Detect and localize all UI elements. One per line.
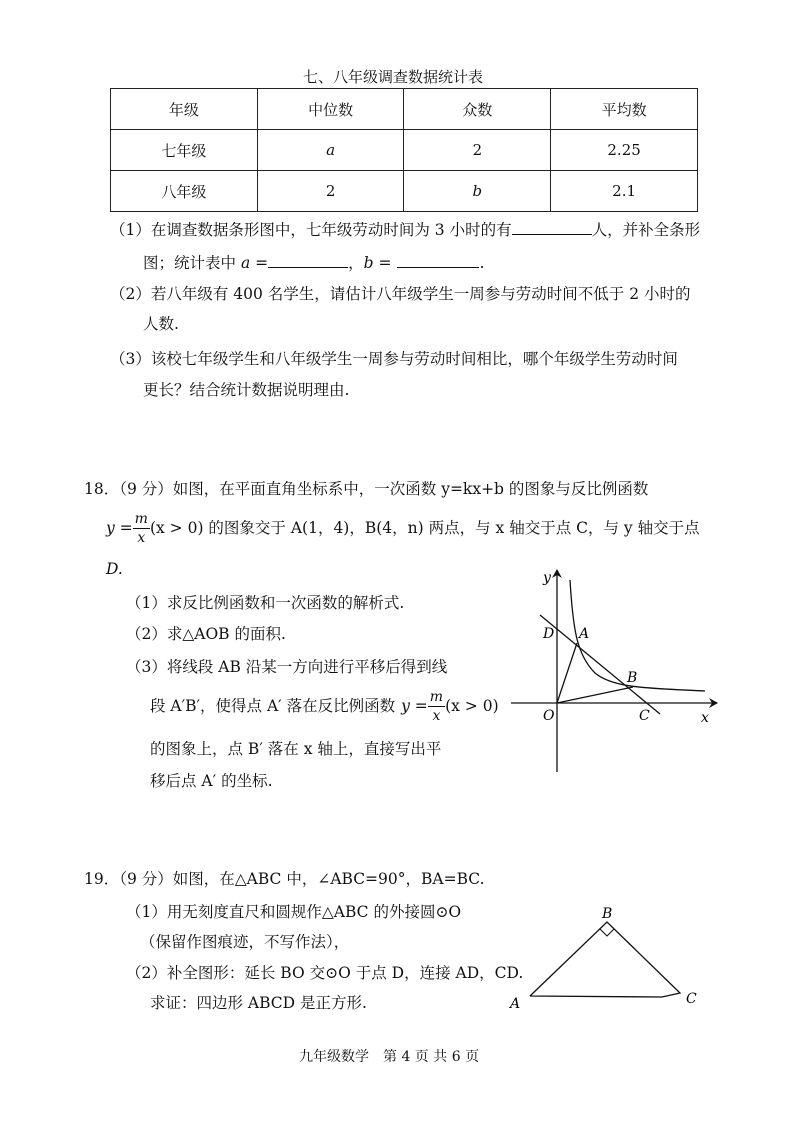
- q17-part1-line1: [110, 221, 700, 239]
- q17-part3-line2: 更长？结合统计数据说明理由.: [143, 381, 350, 399]
- q18-stem-line1: 18．（9 分）如图，在平面直角坐标系中，一次函数 y=kx+b 的图象与反比例函数: [84, 480, 649, 498]
- q17-part3-line1: （3）该校七年级学生和八年级学生一周参与劳动时间相比，哪个年级学生劳动时间: [110, 350, 678, 368]
- q18-part1: （1）求反比例函数和一次函数的解析式.: [126, 594, 405, 612]
- frac-den: x: [432, 708, 441, 724]
- q18-stem-line3: D.: [106, 560, 123, 578]
- stats-table: [110, 88, 698, 212]
- q17-part1-text-end: 人，并补全条形: [591, 221, 701, 239]
- var-a: a: [240, 254, 251, 272]
- page-footer: 九年级数学 第 4 页 共 6 页: [299, 1049, 480, 1065]
- frac-num: m: [429, 689, 444, 705]
- table-cell: 2: [404, 130, 551, 171]
- table-title: 七、八年级调查数据统计表: [303, 68, 484, 86]
- q18-stem-line2: [106, 512, 700, 545]
- table-header-cell: 年级: [111, 89, 258, 130]
- table-row: [111, 171, 698, 212]
- domain-condition: (x > 0): [445, 696, 499, 715]
- y-axis-label: y: [543, 570, 551, 586]
- q17-part1-line2: [143, 254, 484, 272]
- point-B-label: B: [602, 906, 613, 922]
- q19-stem: 19．（9 分）如图，在△ABC 中，∠ABC=90°，BA=BC.: [84, 870, 485, 888]
- point-D-label: D: [543, 626, 555, 642]
- point-A-label: A: [510, 996, 521, 1012]
- frac-num: m: [134, 511, 148, 527]
- q17-part2-line1: （2）若八年级有 400 名学生，请估计八年级学生一周参与劳动时间不低于 2 小时的: [110, 285, 691, 303]
- origin-label: O: [543, 708, 555, 724]
- q19-triangle-figure: [505, 900, 705, 1015]
- table-cell: 2: [257, 171, 404, 212]
- q18-coordinate-graph: [505, 560, 730, 780]
- fraction-m-over-x: [428, 690, 445, 723]
- q18-part3-line3: 的图象上，点 B′ 落在 x 轴上，直接写出平: [150, 740, 442, 758]
- equals: =: [250, 254, 269, 272]
- table-cell: b: [404, 171, 551, 212]
- segment-OB: [557, 687, 633, 703]
- table-header-cell: 平均数: [551, 89, 698, 130]
- point-A-label: A: [579, 626, 590, 642]
- q19-part1-line2: （保留作图痕迹，不写作法），: [140, 933, 350, 951]
- q18-part2: （2）求△AOB 的面积.: [126, 625, 286, 643]
- fraction-m-over-x: [133, 512, 150, 545]
- answer-blank-b[interactable]: [397, 254, 479, 268]
- table-cell: a: [257, 130, 404, 171]
- q17-part2-line2: 人数.: [143, 315, 179, 333]
- segment-OA: [557, 643, 577, 703]
- comma: ，: [348, 254, 364, 272]
- point-B-label: B: [627, 670, 638, 686]
- q18-part3-line1: （3）将线段 AB 沿某一方向进行平移后得到线: [126, 658, 448, 676]
- y-equals: y =: [401, 696, 428, 715]
- table-header-cell: 众数: [404, 89, 551, 130]
- frac-den: x: [137, 530, 146, 546]
- table-cell: 八年级: [111, 171, 258, 212]
- q18-part3-text: 段 A′B′，使得点 A′ 落在反比例函数: [150, 696, 396, 715]
- q19-part2-line1: （2）补全图形：延长 BO 交⊙O 于点 D，连接 AD，CD.: [126, 964, 524, 982]
- table-cell: 2.1: [551, 171, 698, 212]
- table-header-cell: 中位数: [257, 89, 404, 130]
- q17-part1-text: （1）在调查数据条形图中，七年级劳动时间为 3 小时的有: [110, 221, 512, 239]
- table-row: [111, 130, 698, 171]
- q17-part1-text: 图；统计表中: [143, 254, 241, 272]
- point-C-label: C: [639, 708, 650, 724]
- table-header-row: [111, 89, 698, 130]
- q18-part3-line4: 移后点 A′ 的坐标.: [150, 772, 273, 790]
- q19-part1-line1: （1）用无刻度直尺和圆规作△ABC 的外接圆⊙O: [126, 903, 462, 921]
- point-C-label: C: [686, 991, 697, 1007]
- equals: =: [373, 254, 392, 272]
- table-cell: 七年级: [111, 130, 258, 171]
- answer-blank-a[interactable]: [268, 254, 348, 268]
- q19-part2-line2: 求证：四边形 ABCD 是正方形.: [150, 994, 367, 1012]
- period: .: [479, 254, 485, 272]
- q18-stem-text: (x > 0) 的图象交于 A(1，4)，B(4，n) 两点，与 x 轴交于点 C，与 y 轴交于点: [149, 518, 700, 537]
- var-b: b: [363, 254, 374, 272]
- x-axis-label: x: [701, 710, 709, 726]
- table-cell: 2.25: [551, 130, 698, 171]
- y-equals: y =: [106, 518, 133, 537]
- answer-blank[interactable]: [512, 221, 592, 235]
- q18-part3-line2: [150, 690, 499, 723]
- hyperbola-curve: [570, 580, 705, 691]
- right-angle-mark: [600, 929, 614, 936]
